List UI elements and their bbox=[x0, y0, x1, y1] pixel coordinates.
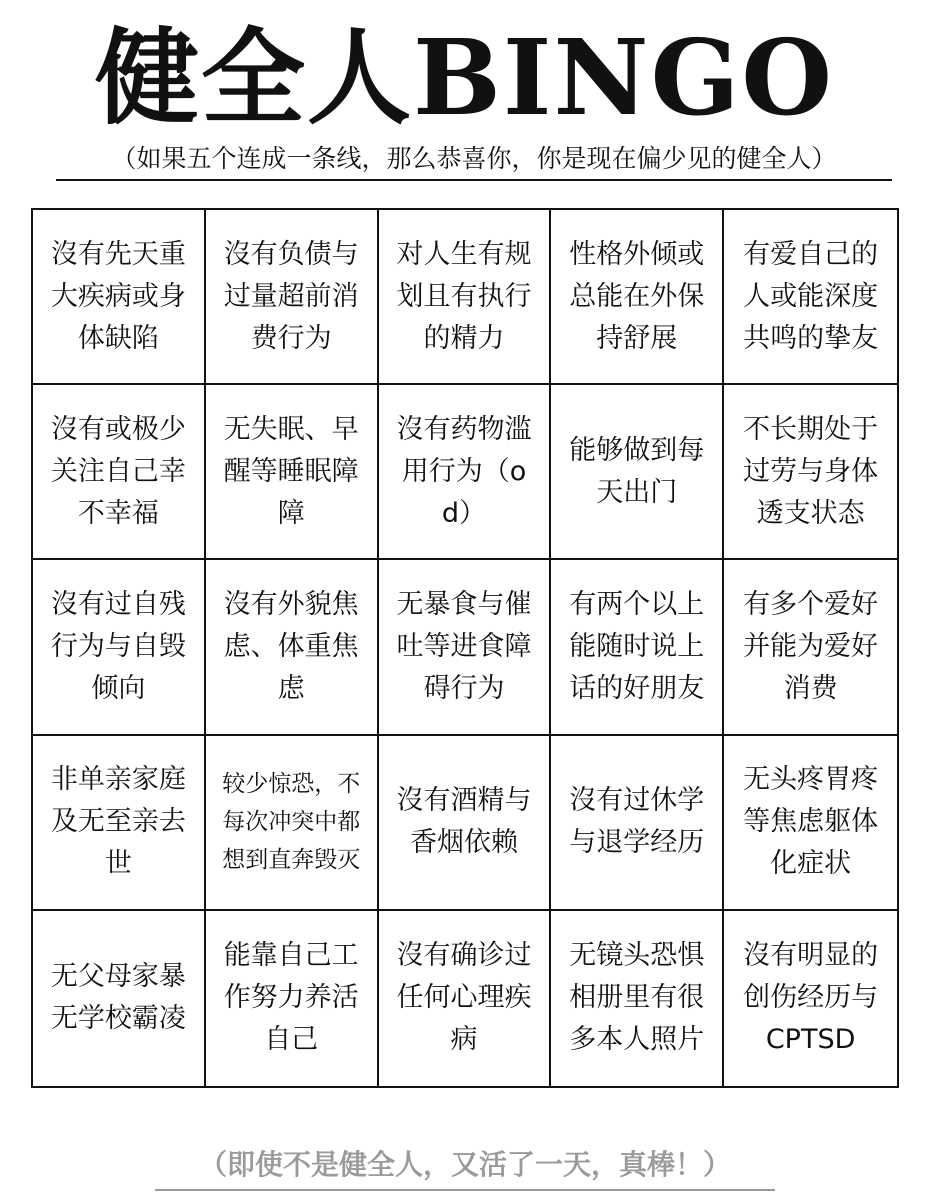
bingo-cell: 沒有药物滥用行为（od） bbox=[379, 385, 552, 560]
bingo-cell: 沒有先天重大疾病或身体缺陷 bbox=[33, 210, 206, 385]
footer-underline bbox=[155, 1189, 775, 1191]
bingo-cell: 无暴食与催吐等进食障碍行为 bbox=[379, 560, 552, 735]
bingo-cell: 能靠自己工作努力养活自己 bbox=[206, 911, 379, 1086]
bingo-cell: 性格外倾或总能在外保持舒展 bbox=[551, 210, 724, 385]
bingo-cell: 非单亲家庭及无至亲去世 bbox=[33, 736, 206, 911]
bingo-cell: 有多个爱好并能为爱好消费 bbox=[724, 560, 897, 735]
bingo-grid bbox=[31, 208, 899, 1088]
bingo-cell: 对人生有规划且有执行的精力 bbox=[379, 210, 552, 385]
bingo-cell: 沒有负债与过量超前消费行为 bbox=[206, 210, 379, 385]
bingo-cell: 较少惊恐，不每次冲突中都想到直奔毁灭 bbox=[206, 736, 379, 911]
bingo-cell: 无父母家暴无学校霸凌 bbox=[33, 911, 206, 1086]
bingo-cell: 沒有或极少关注自己幸不幸福 bbox=[33, 385, 206, 560]
bingo-cell: 沒有过休学与退学经历 bbox=[551, 736, 724, 911]
subtitle-underline bbox=[56, 179, 892, 181]
bingo-cell: 无镜头恐惧相册里有很多本人照片 bbox=[551, 911, 724, 1086]
bingo-cell: 沒有过自残行为与自毁倾向 bbox=[33, 560, 206, 735]
bingo-cell: 沒有酒精与香烟依赖 bbox=[379, 736, 552, 911]
bingo-cell: 沒有外貌焦虑、体重焦虑 bbox=[206, 560, 379, 735]
bingo-cell: 无头疼胃疼等焦虑躯体化症状 bbox=[724, 736, 897, 911]
page-title: 健全人BINGO bbox=[94, 16, 835, 139]
bingo-cell: 沒有确诊过任何心理疾病 bbox=[379, 911, 552, 1086]
bingo-cell: 沒有明显的创伤经历与CPTSD bbox=[743, 940, 879, 1056]
bingo-cell: 有爱自己的人或能深度共鸣的挚友 bbox=[724, 210, 897, 385]
bingo-cell: 无失眠、早醒等睡眠障障 bbox=[206, 385, 379, 560]
subtitle: （如果五个连成一条线，那么恭喜你，你是现在偏少见的健全人） bbox=[111, 144, 837, 173]
footer-note: （即使不是健全人，又活了一天，真棒！） bbox=[198, 1148, 731, 1181]
bingo-cell: 有两个以上能随时说上话的好朋友 bbox=[551, 560, 724, 735]
bingo-cell: 能够做到每天出门 bbox=[551, 385, 724, 560]
bingo-cell: 不长期处于过劳与身体透支状态 bbox=[724, 385, 897, 560]
